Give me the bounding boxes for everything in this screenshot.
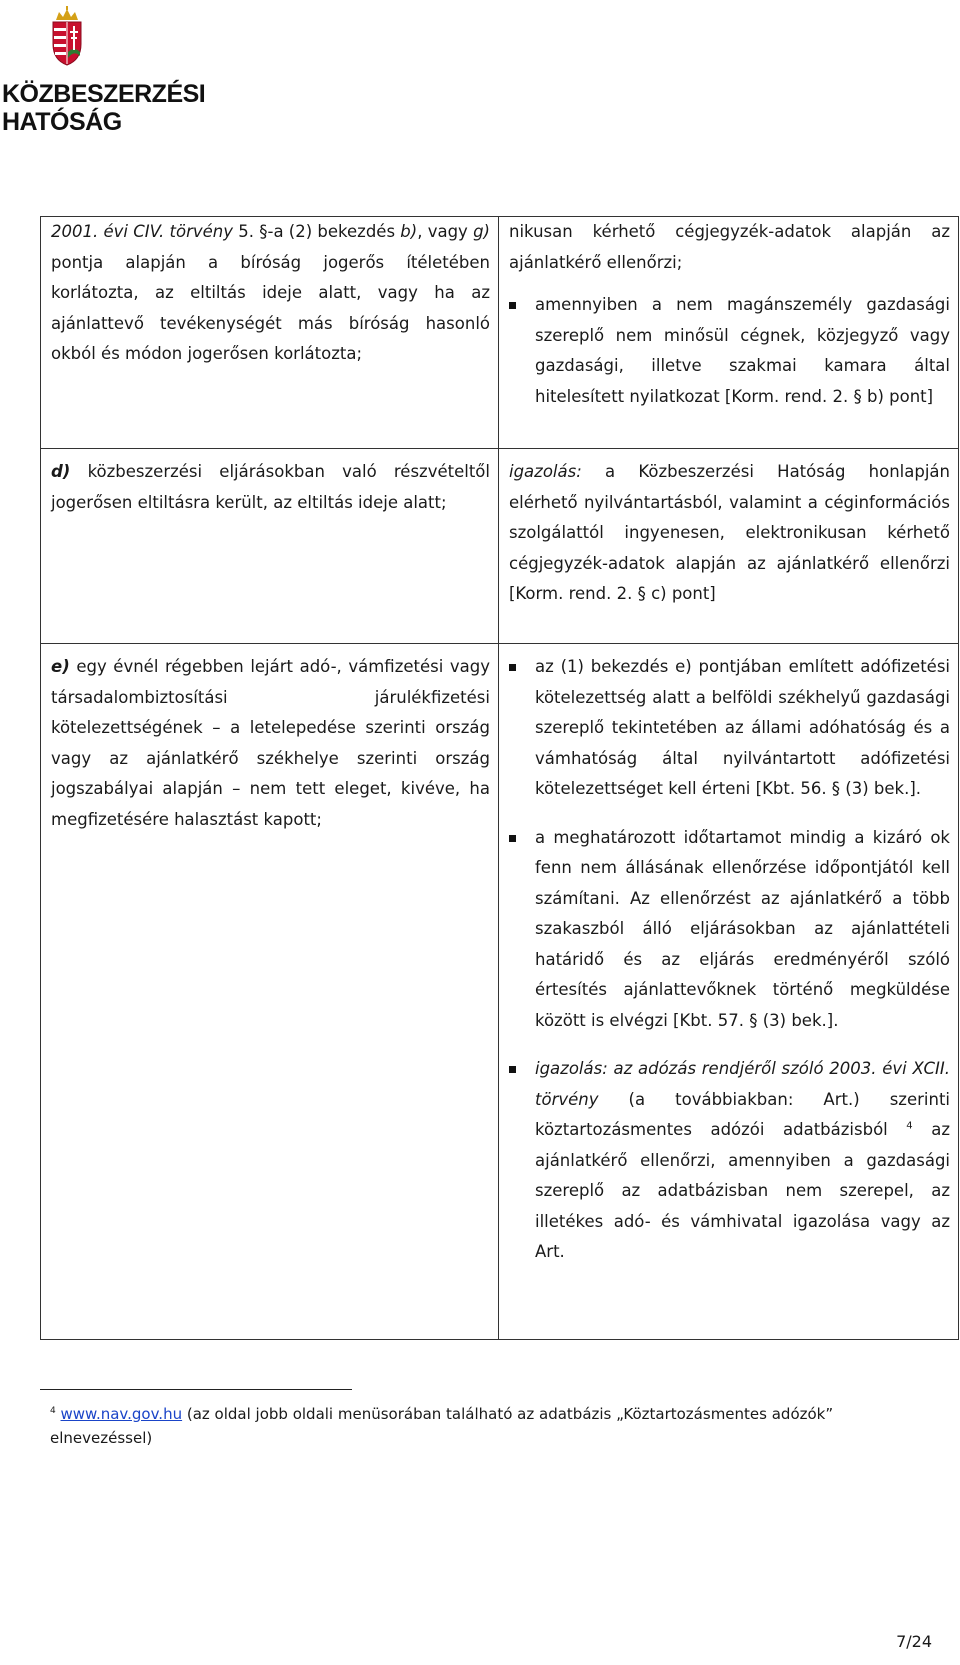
text-span: pontja alapján a bíróság jogerős ítéletében korlátozta, az eltiltás ideje alatt, vagy ha az ajánlattevő tevékenységét más bíróság hasonló okból és módon jogerősen korlátozta; xyxy=(51,252,490,363)
verification-label: igazolás: xyxy=(509,462,582,481)
text-span: egy évnél régebben lejárt adó-, vámfizetési vagy társadalombiztosítási járulékfizetési kötelezettségének – a letelepedése szerinti ország vagy az ajánlatkérő székhelye szerinti ország jogszabályai alapján – nem tett eleget, kivéve, ha megfizetésére halasztást kapott; xyxy=(51,657,490,829)
table-cell-exclusion xyxy=(41,644,499,1340)
authority-logo xyxy=(0,0,220,150)
table-row xyxy=(41,644,959,1340)
bullet-list xyxy=(509,290,950,412)
verification-text: nikusan kérhető cégjegyzék-adatok alapján az ajánlatkérő ellenőrzi; xyxy=(509,222,950,272)
nav-website-link[interactable]: www.nav.gov.hu xyxy=(60,1405,183,1423)
footnote-reference[interactable]: 4 xyxy=(906,1120,913,1132)
text-span: , vagy xyxy=(417,222,474,241)
law-reference: 2001. évi CIV. törvény xyxy=(51,222,233,241)
text-span: a Közbeszerzési Hatóság honlapján elérhető nyilvántartásból, valamint a céginformációs szolgálattól ingyenesen, elektronikusan kérhető cégjegyzék-adatok alapján az ajánlatkérő ellenőrzi [Korm. rend. 2. § c) pont] xyxy=(509,462,950,603)
text-span: b) xyxy=(400,222,418,241)
list-item: az (1) bekezdés e) pontjában említett adófizetési kötelezettség alatt a belföldi székhelyű gazdasági szereplő tekintetében az állami adóhatóság és a vámhatóság által nyilvántartott adófizetési kötelezettséget kell érteni [Kbt. 56. § (3) bek.]. xyxy=(509,652,950,805)
exclusion-text xyxy=(51,217,490,370)
list-item: a meghatározott időtartamot mindig a kizáró ok fenn nem állásának ellenőrzése időpontjától kell számítani. Az ellenőrzést az ajánlatkérő a több szakaszból álló eljárásokban az ajánlattételi határidő és az eljárás eredményéről szóló értesítés ajánlattevőknek történő megküldése között is elvégzi [Kbt. 57. § (3) bek.]. xyxy=(509,823,950,1037)
table-row xyxy=(41,217,959,449)
exclusion-text xyxy=(51,449,490,518)
table-cell-exclusion xyxy=(41,217,499,449)
text-span: közbeszerzési eljárásokban való részvételtől jogerősen eltiltásra került, az eltiltás ideje alatt; xyxy=(51,462,490,512)
table-cell-verification xyxy=(499,217,959,449)
table-cell-verification xyxy=(499,644,959,1340)
bullet-list xyxy=(509,644,950,1268)
text-span: az ajánlatkérő ellenőrzi, amennyiben a gazdasági szereplő az adatbázisban nem szerepel, az illetékes adó- és vámhivatal igazolása vagy az Art. xyxy=(535,1120,950,1261)
text-span: g) xyxy=(473,222,490,241)
footnote-number: 4 xyxy=(50,1406,56,1416)
requirements-table xyxy=(40,216,959,1340)
page-number: 7/24 xyxy=(896,1632,932,1651)
text-span: 5. §-a (2) bekezdés xyxy=(233,222,401,241)
list-item xyxy=(509,1054,950,1268)
footnote xyxy=(50,1402,940,1450)
footnote-text: (az oldal jobb oldali menüsorában található az adatbázis „Köztartozásmentes adózók” elnevezéssel) xyxy=(50,1405,834,1447)
hungarian-coat-of-arms-icon xyxy=(50,6,84,66)
table-cell-verification xyxy=(499,449,959,644)
list-item: amennyiben a nem magánszemély gazdasági szereplő nem minősül cégnek, közjegyző vagy gazdasági, illetve szakmai kamara által hitelesített nyilatkozat [Korm. rend. 2. § b) pont] xyxy=(509,290,950,412)
text-span: igazolás: az adózás rendjéről szóló 2003. évi XCII. törvény xyxy=(535,1059,950,1109)
exclusion-text xyxy=(51,644,490,835)
point-marker: e) xyxy=(51,657,70,676)
org-name-line1: KÖZBESZERZÉSI xyxy=(2,80,206,108)
org-name-line2: HATÓSÁG xyxy=(2,108,122,136)
verification-text xyxy=(509,449,950,610)
footnote-separator xyxy=(40,1389,352,1390)
point-marker: d) xyxy=(51,462,71,481)
table-row xyxy=(41,449,959,644)
text-span: (a továbbiakban: Art.) szerinti köztartozásmentes adózói adatbázisból xyxy=(535,1089,950,1139)
table-cell-exclusion xyxy=(41,449,499,644)
